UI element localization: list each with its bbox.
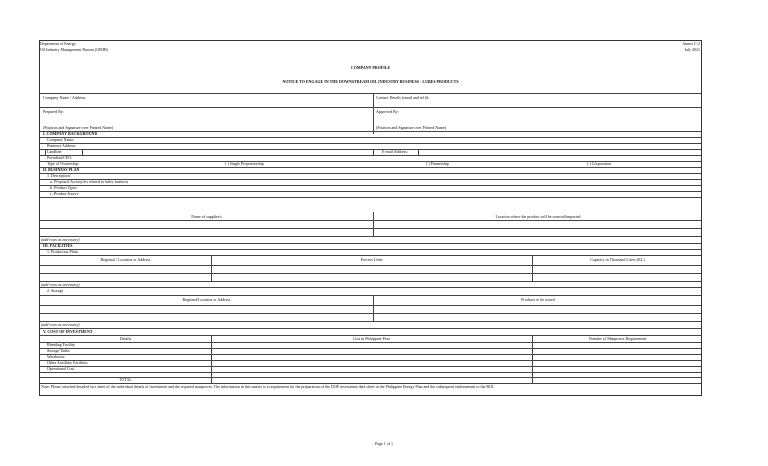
cost-row-label: Operational Cost: [47, 366, 75, 371]
email-field[interactable]: E-mail Address:: [382, 149, 408, 154]
cost-row-label: Storage Tanks: [47, 348, 70, 353]
landline-field[interactable]: Landline:: [47, 149, 63, 154]
annex-label: Annex C-2: [682, 41, 700, 46]
total-label: TOTAL: [119, 377, 132, 382]
section-cost-of-investment: V. COST OF INVESTMENT: [43, 329, 93, 334]
col-supplier-name: Name of supplier/s: [191, 214, 222, 219]
col-regional-location: Regional / Location or Address: [100, 257, 151, 262]
option-single-proprietorship[interactable]: ( ) Single Proprietorship: [225, 161, 264, 166]
company-profile-form: [39, 40, 702, 396]
option-partnership[interactable]: ( ) Partnership: [426, 161, 449, 166]
col-process-units: Process Units: [360, 257, 383, 262]
col-products-stored: Products to be stored: [521, 297, 555, 302]
proposed-activity-label: a. Proposed Activity/ies related to lubes business: [50, 179, 129, 184]
col-details: Details: [119, 336, 132, 341]
page-number: Page 1 of 1: [374, 441, 394, 446]
option-corporation[interactable]: ( ) Corporation: [587, 161, 611, 166]
prepared-signature-caption: (Position and Signature over Printed Name): [43, 125, 114, 130]
product-types-label: b. Product Types: [50, 185, 77, 190]
col-storage-location: Regional/Location or Address: [182, 297, 231, 302]
revision-date: July 2021: [684, 47, 700, 52]
bureau-name: Oil Industry Management Bureau (OIMB): [40, 47, 108, 52]
approved-signature-caption: (Position and Signature over Printed Name): [376, 125, 447, 130]
section-company-background: I. COMPANY BACKGROUND: [43, 131, 98, 136]
form-subtitle: NOTICE TO ENGAGE IN THE DOWNSTREAM OIL INDUSTRY BUSINESS - LUBES PRODUCTS: [282, 79, 459, 84]
prepared-by-field[interactable]: Prepared By:: [43, 109, 64, 114]
add-rows-note: (add rows as necessary): [41, 322, 80, 327]
company-name-field[interactable]: Company Name:: [47, 137, 75, 142]
cost-row-label: Blending Facility: [47, 342, 75, 347]
add-rows-note: (add rows as necessary): [41, 237, 80, 242]
president-field[interactable]: President/CEO:: [47, 155, 73, 160]
col-cost: Cost in Philippine Peso: [352, 336, 391, 341]
cost-row-label: Warehouse: [47, 354, 65, 359]
col-manpower: Number of Manpower Requirement: [588, 336, 647, 341]
section-business-plan: II. BUSINESS PLAN: [43, 167, 80, 172]
col-capacity: Capacity in Thousand Liters (KL): [590, 257, 645, 262]
approved-by-field[interactable]: Approved By:: [376, 109, 399, 114]
add-rows-note: (add rows as necessary): [41, 282, 80, 287]
production-plant-label: 1. Production Plant: [47, 249, 78, 254]
dept-name: Department of Energy: [40, 41, 76, 46]
form-title: COMPANY PROFILE: [350, 65, 391, 70]
storage-label: 2. Storage: [47, 288, 64, 293]
business-address-field[interactable]: Business Address:: [47, 143, 77, 148]
col-source-location: Location where the product will be sourced/imported: [495, 214, 581, 219]
cost-row-label: Other Ancillary Facilities: [47, 360, 88, 365]
investment-note: Note: Please attached detailed fact sheet of the individual details of investment and the required manpower. The information in this matrix is a requirement for the preparation of the DOE investment data sheet in the Philippine Energy Plan and the subsequent endorsement to the BOI.: [41, 384, 495, 389]
product-source-label: c. Product Source: [50, 191, 79, 196]
description-label: 1. Description:: [47, 173, 71, 178]
ownership-label: Type of Ownership:: [47, 161, 79, 166]
contact-details-field[interactable]: Contact Details (email and tel #):: [376, 95, 430, 100]
company-name-address-field[interactable]: Company Name / Address:: [43, 95, 87, 100]
section-facilities: III. FACILITIES: [43, 243, 73, 248]
